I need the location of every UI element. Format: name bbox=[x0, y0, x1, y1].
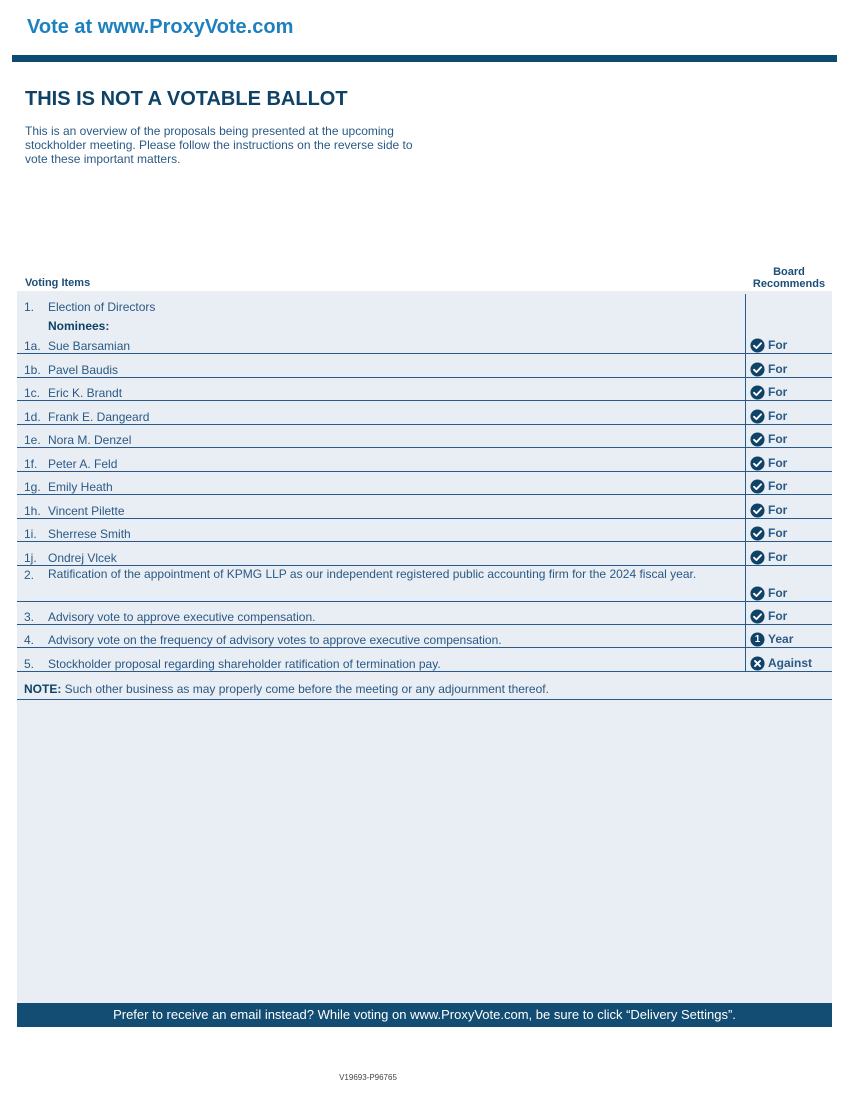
voting-items-table bbox=[17, 294, 832, 672]
x-circle-icon bbox=[750, 656, 765, 671]
icon-text: 1 bbox=[754, 633, 761, 645]
item-number: 1c. bbox=[17, 377, 48, 400]
rec-cell bbox=[746, 601, 833, 624]
one-circle-icon bbox=[750, 632, 765, 647]
item-label: Sherrese Smith bbox=[48, 518, 746, 541]
rec-cell bbox=[746, 353, 833, 377]
item-label: Frank E. Dangeard bbox=[48, 400, 746, 424]
rec-cell bbox=[746, 333, 833, 353]
table-row bbox=[17, 565, 832, 601]
document-code: V19693-P96765 bbox=[339, 1073, 397, 1082]
item-label: Election of Directors bbox=[48, 300, 156, 314]
table-row bbox=[17, 400, 832, 424]
table-row bbox=[17, 424, 832, 447]
item-label: Ratification of the appointment of KPMG LLP as our independent registered public accounting firm for the 2024 fiscal year. bbox=[48, 565, 746, 601]
table-row bbox=[17, 471, 832, 494]
header-rule bbox=[12, 55, 837, 62]
proxyvote-link[interactable]: Vote at www.ProxyVote.com bbox=[27, 16, 294, 38]
intro-text: This is an overview of the proposals being presented at the upcoming stockholder meeting. Please follow the instructions on the reverse side to vote these important matters. bbox=[25, 124, 413, 166]
item-number: 1h. bbox=[17, 494, 48, 518]
rec-cell bbox=[746, 624, 833, 647]
rec-cell bbox=[746, 494, 833, 518]
note-row bbox=[17, 679, 832, 700]
rec-cell bbox=[746, 647, 833, 671]
table-row bbox=[17, 353, 832, 377]
item-label: Nora M. Denzel bbox=[48, 424, 746, 447]
check-circle-icon bbox=[750, 526, 765, 541]
item-number: 1f. bbox=[17, 447, 48, 471]
board-recommends-header: Board Recommends bbox=[752, 266, 826, 290]
voting-items-header: Voting Items bbox=[25, 277, 91, 289]
table-row bbox=[17, 333, 832, 353]
check-circle-icon bbox=[750, 362, 765, 377]
recommendation-label: For bbox=[768, 456, 788, 470]
rec-cell bbox=[746, 518, 833, 541]
table-row bbox=[17, 377, 832, 400]
recommendation-label: For bbox=[768, 362, 788, 376]
recommendation-label: For bbox=[768, 432, 788, 446]
item-label: Vincent Pilette bbox=[48, 494, 746, 518]
item-number: 1j. bbox=[17, 541, 48, 565]
recommendation-label: For bbox=[768, 503, 788, 517]
page-title: THIS IS NOT A VOTABLE BALLOT bbox=[25, 88, 348, 110]
recommendation-label: For bbox=[768, 479, 788, 493]
item-number: 2. bbox=[17, 565, 48, 601]
item-label: Sue Barsamian bbox=[48, 333, 746, 353]
rec-cell bbox=[746, 541, 833, 565]
item-label: Stockholder proposal regarding shareholder ratification of termination pay. bbox=[48, 647, 746, 671]
item-number: 3. bbox=[17, 601, 48, 624]
check-circle-icon bbox=[750, 409, 765, 424]
item-label: Peter A. Feld bbox=[48, 447, 746, 471]
recommendation-label: For bbox=[768, 586, 788, 600]
item-number: 1i. bbox=[17, 518, 48, 541]
item-label: Advisory vote to approve executive compensation. bbox=[48, 601, 746, 624]
table-row bbox=[17, 518, 832, 541]
item-number: 1a. bbox=[17, 333, 48, 353]
rec-cell bbox=[746, 565, 833, 601]
rec-cell bbox=[746, 471, 833, 494]
check-circle-icon bbox=[750, 503, 765, 518]
recommendation-label: Against bbox=[768, 656, 813, 670]
recommendation-label: For bbox=[768, 526, 788, 540]
nominees-label: Nominees: bbox=[48, 319, 110, 333]
recommendation-label: For bbox=[768, 338, 788, 352]
item-number: 5. bbox=[17, 647, 48, 671]
check-circle-icon bbox=[750, 385, 765, 400]
item-label: Pavel Baudis bbox=[48, 353, 746, 377]
rec-cell bbox=[746, 424, 833, 447]
note-text: Such other business as may properly come before the meeting or any adjournment thereof. bbox=[61, 682, 549, 696]
check-circle-icon bbox=[750, 609, 765, 624]
recommendation-label: For bbox=[768, 609, 788, 623]
delivery-settings-banner: Prefer to receive an email instead? While voting on www.ProxyVote.com, be sure to click “Delivery Settings”. bbox=[17, 1003, 832, 1027]
recommendation-label: For bbox=[768, 409, 788, 423]
recommendation-label: For bbox=[768, 385, 788, 399]
item-number: 1. bbox=[24, 300, 35, 314]
item-number: 4. bbox=[17, 624, 48, 647]
recommendation-label: For bbox=[768, 550, 788, 564]
table-row bbox=[17, 624, 832, 647]
check-circle-icon bbox=[750, 456, 765, 471]
rec-cell bbox=[746, 294, 833, 314]
item-number: 1d. bbox=[17, 400, 48, 424]
item-number: 1b. bbox=[17, 353, 48, 377]
table-row bbox=[17, 314, 832, 333]
check-circle-icon bbox=[750, 550, 765, 565]
table-row bbox=[17, 494, 832, 518]
item-label: Ondrej Vlcek bbox=[48, 541, 746, 565]
rec-cell bbox=[746, 400, 833, 424]
check-circle-icon bbox=[750, 338, 765, 353]
rec-cell bbox=[746, 447, 833, 471]
table-row bbox=[17, 647, 832, 671]
item-number: 1e. bbox=[17, 424, 48, 447]
table-row bbox=[17, 447, 832, 471]
table-row bbox=[17, 294, 832, 314]
item-label: Eric K. Brandt bbox=[48, 377, 746, 400]
table-row bbox=[17, 541, 832, 565]
rec-cell bbox=[746, 377, 833, 400]
check-circle-icon bbox=[750, 432, 765, 447]
table-row bbox=[17, 601, 832, 624]
item-label: Emily Heath bbox=[48, 471, 746, 494]
recommendation-label: Year bbox=[768, 632, 794, 646]
note-label: NOTE: bbox=[24, 682, 62, 696]
check-circle-icon bbox=[750, 479, 765, 494]
item-number: 1g. bbox=[17, 471, 48, 494]
check-circle-icon bbox=[750, 586, 765, 601]
item-label: Advisory vote on the frequency of advisory votes to approve executive compensation. bbox=[48, 624, 746, 647]
